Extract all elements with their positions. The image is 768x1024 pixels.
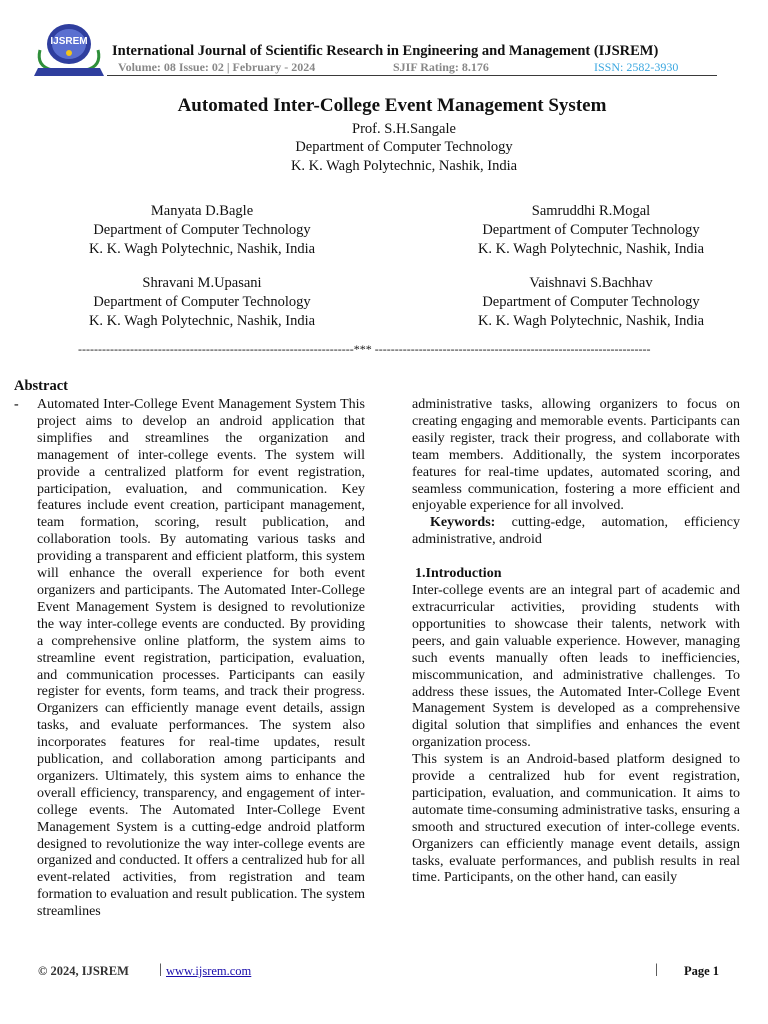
author-inst: K. K. Wagh Polytechnic, Nashik, India — [88, 313, 316, 329]
lead-author-dept: Department of Computer Technology — [295, 139, 513, 155]
author-block — [57, 202, 347, 259]
lead-author-inst: K. K. Wagh Polytechnic, Nashik, India — [290, 158, 518, 174]
author-dept: Department of Computer Technology — [482, 294, 700, 310]
volume-issue: Volume: 08 Issue: 02 | February - 2024 — [118, 60, 316, 74]
author-name: Samruddhi R.Mogal — [531, 203, 651, 219]
footer-website-link[interactable]: www.ijsrem.com — [166, 964, 252, 978]
sjif-rating: SJIF Rating: 8.176 — [393, 60, 489, 74]
author-inst: K. K. Wagh Polytechnic, Nashik, India — [88, 241, 316, 257]
left-column — [37, 397, 365, 921]
paper-title: Automated Inter-College Event Management System — [177, 95, 607, 116]
introduction-heading: 1.Introduction — [415, 566, 502, 582]
logo-label: IJSREM — [50, 36, 88, 47]
abstract-text-continued: administrative tasks, allowing organizers to focus on creating engaging and memorable events. Participants can easily register, track their progress, and collaborate with team members. Additionally, the system incorporates features for real-time updates, automated scoring, and seamless communication, fostering a more efficient and enjoyable experience for all involved. — [412, 397, 740, 514]
ijsrem-logo — [34, 20, 110, 78]
author-block — [446, 202, 736, 259]
header-divider — [107, 75, 717, 76]
keywords-list: cutting-edge, automation, efficiency administrative, android — [412, 515, 741, 548]
author-dept: Department of Computer Technology — [482, 222, 700, 238]
abstract-text: Automated Inter-College Event Management System This project aims to develop an android application that simplifies and streamlines the organization and management of inter-college events. The system will provide a centralized platform for event registration, participation, evaluation, and communication. Key features include event creation, participant management, team formation, scoring, result publication, and collaboration tools. By automating various tasks and providing a transparent and efficient platform, this system will enhance the overall experience for both event organizers and participants. The Automated Inter-College Event Management System is designed to revolutionize the way inter-college events are conducted. By providing a comprehensive online platform, the system aims to streamline event registration, participation, evaluation, and communication processes. Participants can easily register for events, form teams, and track their progress. Organizers can efficiently manage event details, assign tasks, and evaluate performances. The system also incorporates features for real-time updates, result publication, and collaboration among participants and organizers. Ultimately, this system aims to enhance the overall efficiency, transparency, and engagement of inter-college events. The Automated Inter-College Event Management System is a cutting-edge android platform designed to revolutionize the way inter-college events are organized and conducted. It offers a centralized hub for all event-related activities, from registration and team formation to evaluation and result publication. The system streamlines — [37, 397, 365, 920]
author-dept: Department of Computer Technology — [93, 222, 311, 238]
footer-copyright: © 2024, IJSREM — [38, 964, 129, 978]
author-inst: K. K. Wagh Polytechnic, Nashik, India — [477, 241, 705, 257]
journal-title: International Journal of Scientific Research in Engineering and Management (IJSREM) — [112, 43, 659, 59]
author-block — [57, 274, 347, 331]
keywords-label: Keywords: — [430, 515, 496, 531]
lead-author-name: Prof. S.H.Sangale — [352, 121, 456, 137]
keywords — [412, 515, 740, 549]
author-name: Vaishnavi S.Bachhav — [529, 275, 653, 291]
author-name: Shravani M.Upasani — [142, 275, 262, 291]
right-column — [412, 397, 740, 887]
footer-divider: | — [159, 962, 162, 977]
author-block — [446, 274, 736, 331]
author-dept: Department of Computer Technology — [93, 294, 311, 310]
abstract-heading: Abstract — [14, 378, 68, 394]
footer-divider: | — [655, 962, 658, 977]
abstract-bullet: - — [14, 397, 19, 412]
introduction-paragraph: Inter-college events are an integral part of academic and extracurricular activities, providing students with opportunities to showcase their talents, network with peers, and gain valuable experience. However, managing such events manually often leads to inefficiencies, miscommunication, and administrative challenges. To address these issues, the Automated Inter-College Event Management System is developed as a comprehensive digital solution that simplifies and enhances the event organization process. — [412, 583, 740, 751]
issn: ISSN: 2582-3930 — [594, 60, 679, 74]
author-name: Manyata D.Bagle — [150, 203, 254, 219]
author-inst: K. K. Wagh Polytechnic, Nashik, India — [477, 313, 705, 329]
page-number: Page 1 — [684, 964, 720, 978]
introduction-paragraph: This system is an Android-based platform designed to provide a centralized hub for event registration, participation, evaluation, and communication. It aims to automate time-consuming administrative tasks, ensuring a smooth and structured execution of inter-college events. Organizers can efficiently manage event details, assign tasks, evaluate performances, and publish results in real time. Participants, on the other hand, can easily — [412, 752, 740, 886]
section-separator: ---------------------------------------------------------------------*** --------------------------------------------------------------------- — [78, 342, 651, 356]
